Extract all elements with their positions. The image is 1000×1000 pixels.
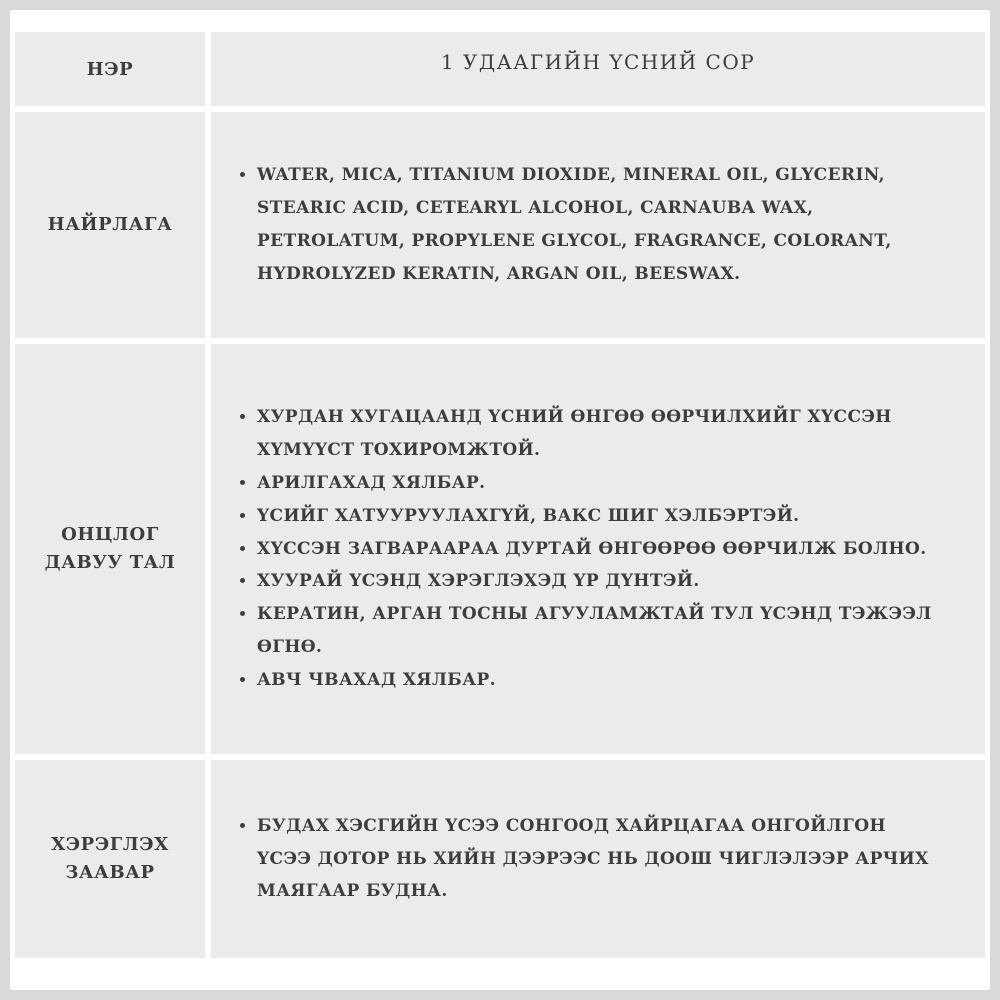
header-product-cell <box>211 32 985 106</box>
page <box>10 10 990 990</box>
row-label-ingredients <box>15 112 205 338</box>
bullet-item: • КЕРАТИН, АРГАН ТОСНЫ АГУУЛАМЖТАЙ ТУЛ ҮСЭНД ТЭЖЭЭЛ ӨГНӨ. <box>257 598 945 664</box>
bullet-item: • ХУУРАЙ ҮСЭНД ХЭРЭГЛЭХЭД ҮР ДҮНТЭЙ. <box>257 565 945 598</box>
bullet-item: • ҮСИЙГ ХАТУУРУУЛАХГҮЙ, ВАКС ШИГ ХЭЛБЭРТЭЙ. <box>257 500 945 533</box>
bullet-item: • АРИЛГАХАД ХЯЛБАР. <box>257 467 945 500</box>
row-label-text: ХЭРЭГЛЭХ ЗААВАР <box>51 834 169 883</box>
row-content-ingredients <box>211 112 985 338</box>
instructions-bullet-list <box>227 810 945 908</box>
row-content-instructions <box>211 760 985 958</box>
bullet-item: • ХҮССЭН ЗАГВАРААРАА ДУРТАЙ ӨНГӨӨРӨӨ ӨӨРЧИЛЖ БОЛНО. <box>257 533 945 566</box>
bullet-item: • АВЧ ЧВАХАД ХЯЛБАР. <box>257 664 945 697</box>
bullet-item: • ХУРДАН ХУГАЦААНД ҮСНИЙ ӨНГӨӨ ӨӨРЧИЛХИЙГ ХҮССЭН ХҮМҮҮСТ ТОХИРОМЖТОЙ. <box>257 401 945 467</box>
row-label-features <box>15 344 205 754</box>
bullet-item: • WATER, MICA, TITANIUM DIOXIDE, MINERAL OIL, GLYCERIN, STEARIC ACID, CETEARYL ALCOHOL, CARNAUBA WAX, PETROLATUM, PROPYLENE GLYCOL, FRAGRANCE, COLORANT, HYDROLYZED KERATIN, ARGAN OIL, BEESWAX. <box>257 159 945 290</box>
header-name-label: НЭР <box>86 58 134 80</box>
header-name-cell <box>15 32 205 106</box>
ingredients-bullet-list <box>227 159 945 290</box>
product-info-table <box>15 32 985 958</box>
features-bullet-list <box>227 401 945 696</box>
product-title: 1 УДААГИЙН ҮСНИЙ СОР <box>440 50 756 74</box>
row-label-instructions <box>15 760 205 958</box>
bullet-item: • БУДАХ ХЭСГИЙН ҮСЭЭ СОНГООД ХАЙРЦАГАА ОНГОЙЛГОН ҮСЭЭ ДОТОР НЬ ХИЙН ДЭЭРЭЭС НЬ ДООШ ЧИГЛЭЛЭЭР АРЧИХ МАЯГААР БУДНА. <box>257 810 945 908</box>
row-content-features <box>211 344 985 754</box>
row-label-text: НАЙРЛАГА <box>47 214 173 236</box>
row-label-text: ОНЦЛОГ ДАВУУ ТАЛ <box>44 524 176 573</box>
